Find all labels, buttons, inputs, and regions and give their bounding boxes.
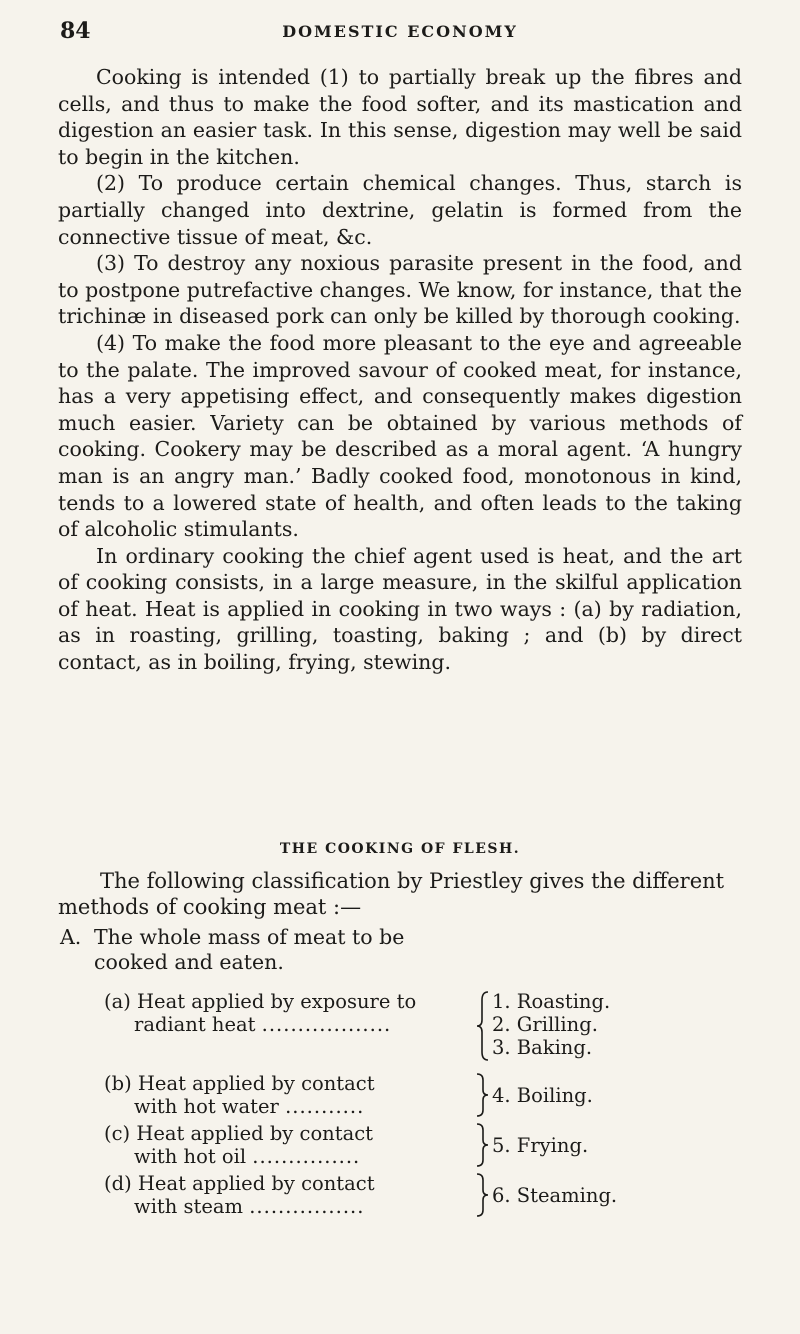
paragraph-2: (2) To produce certain chemical changes. Thus, starch is partially changed into dextrine, gelatin is formed from the connective tissue of meat, &c. — [58, 171, 742, 249]
intro-text: The following classification by Priestley gives the different methods of cooking meat :— — [58, 869, 725, 919]
brace-icon — [476, 1072, 490, 1123]
leader-dots: ................ — [249, 1195, 365, 1218]
method-description — [104, 1072, 474, 1118]
body-text — [58, 64, 742, 676]
method-line-1: (d) Heat applied by contact — [104, 1172, 375, 1195]
method-item: 6. Steaming. — [492, 1184, 618, 1207]
paragraph-4: (4) To make the food more pleasant to the eye and agreeable to the palate. The improved savour of cooked meat, for instance, has a very appetising effect, and consequently makes digestion much easier. Variety can be obtained by various methods of cooking. Cookery may be described as a moral agent. ‘A hungry man is an angry man.’ Badly cooked food, monotonous in kind, tends to a lowered state of health, and often leads to the taking of alcoholic stimulants. — [58, 330, 742, 542]
method-item: 4. Boiling. — [492, 1084, 593, 1107]
brace-icon — [476, 990, 490, 1067]
intro-paragraph — [58, 868, 742, 920]
method-items — [492, 990, 610, 1059]
method-line-1: (c) Heat applied by contact — [104, 1122, 373, 1145]
page-number: 84 — [60, 18, 91, 44]
method-line-2: radiant heat — [134, 1013, 256, 1036]
method-line-1: (b) Heat applied by contact — [104, 1072, 375, 1095]
brace-icon — [476, 1122, 490, 1173]
brace-icon — [476, 1172, 490, 1223]
method-item: 3. Baking. — [492, 1036, 593, 1059]
method-description — [104, 990, 474, 1036]
method-item: 2. Grilling. — [492, 1013, 598, 1036]
leader-dots: ........... — [285, 1095, 365, 1118]
method-description — [104, 1172, 474, 1218]
method-line-1: (a) Heat applied by exposure to — [104, 990, 417, 1013]
paragraph-1: Cooking is intended (1) to partially break up the fibres and cells, and thus to make the food softer, and its mastication and digestion an easier task. In this sense, digestion may well be said to begin in the kitchen. — [58, 65, 742, 169]
method-item: 5. Frying. — [492, 1134, 589, 1157]
class-a-line-2: cooked and eaten. — [94, 950, 284, 974]
method-description — [104, 1122, 474, 1168]
leader-dots: .................. — [261, 1013, 392, 1036]
class-a-label: A. — [60, 925, 82, 949]
method-item: 1. Roasting. — [492, 990, 611, 1013]
leader-dots: ............... — [252, 1145, 361, 1168]
method-line-2: with hot oil — [134, 1145, 247, 1168]
paragraph-5: In ordinary cooking the chief agent used is heat, and the art of cooking consists, in a large measure, in the skilful application of heat. Heat is applied in cooking in two ways : (a) by radiation, as in roasting, grilling, toasting, baking ; and (b) by direct contact, as in boiling, frying, stewing. — [58, 543, 742, 675]
paragraph-3: (3) To destroy any noxious parasite present in the food, and to postpone putrefactive changes. We know, for instance, that the trichinæ in diseased pork can only be killed by thorough cooking. — [58, 251, 742, 329]
page-header — [60, 18, 740, 48]
method-line-2: with hot water — [134, 1095, 279, 1118]
method-line-2: with steam — [134, 1195, 244, 1218]
class-a-line-1: The whole mass of meat to be — [94, 925, 405, 949]
classification-a — [60, 925, 404, 975]
section-title: THE COOKING OF FLESH. — [279, 841, 521, 857]
running-head: DOMESTIC ECONOMY — [282, 22, 518, 41]
